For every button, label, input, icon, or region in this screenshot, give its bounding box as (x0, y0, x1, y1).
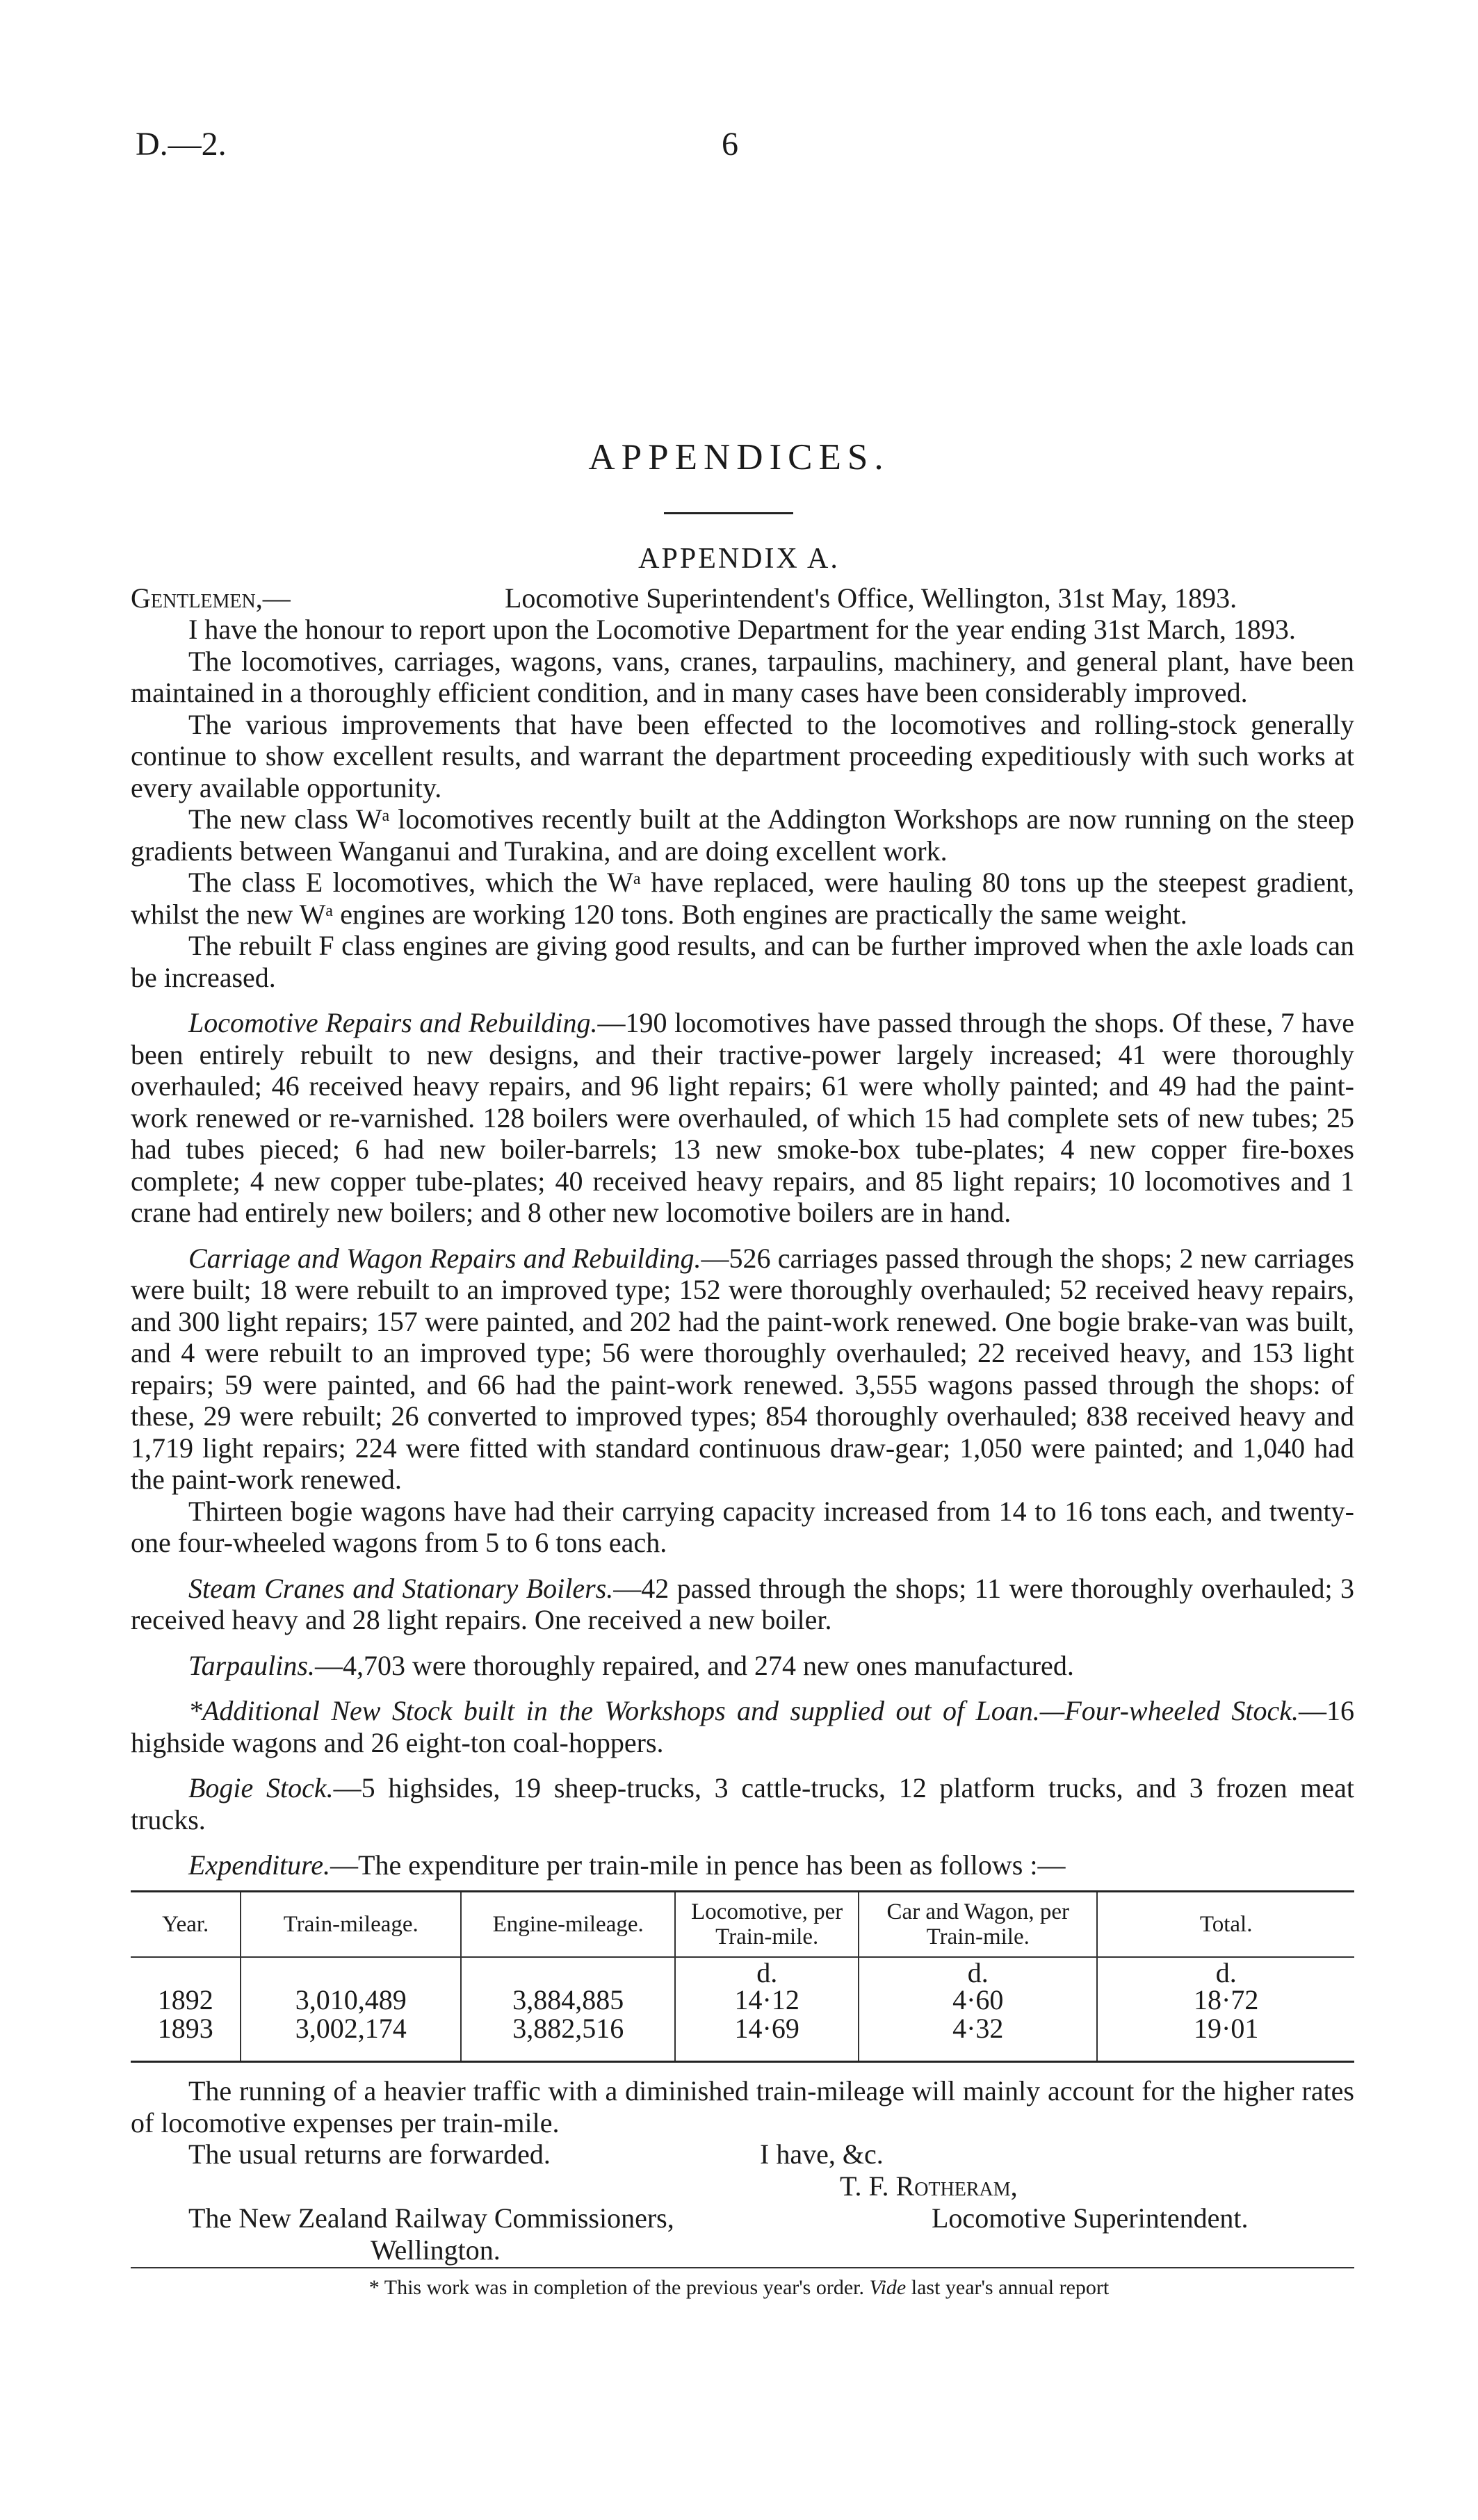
section-text: —16 highside wagons and 26 eight-ton coal-hoppers. (131, 1695, 1354, 1758)
page-number: 6 (722, 126, 738, 163)
bogie-wagons-paragraph: Thirteen bogie wagons have had their carrying capacity increased from 14 to 16 tons each, and twenty-one four-wheeled wagons from 5 to 6 tons each. (131, 1495, 1354, 1558)
section-heading: Expenditure. (188, 1849, 331, 1881)
table-row (131, 2014, 1354, 2062)
footnote-divider (131, 2267, 1354, 2268)
unit-cell (241, 1957, 461, 1986)
bogie-stock-paragraph (131, 1772, 1354, 1835)
section-text: —4,703 were thoroughly repaired, and 274 new ones manufactured. (314, 1649, 1074, 1681)
section-heading: Carriage and Wagon Repairs and Rebuilding. (188, 1242, 701, 1274)
expenditure-table (131, 1890, 1354, 2063)
paragraph: The new class Wᵃ locomotives recently built at the Addington Workshops are now running on the steep gradients between Wanganui and Turakina, and are doing excellent work. (131, 803, 1354, 867)
column-header: Car and Wagon, per Train-mile. (859, 1892, 1097, 1958)
train-mileage-cell: 3,002,174 (241, 2014, 461, 2062)
unit-cell: d. (675, 1957, 859, 1986)
paragraph: The various improvements that have been effected to the locomotives and rolling-stock generally continue to show excellent results, and warrant the department proceeding expeditiously with such works at every available opportunity. (131, 708, 1354, 803)
train-mileage-cell: 3,010,489 (241, 1986, 461, 2014)
section-text: —The expenditure per train-mile in pence has been as follows :— (330, 1849, 1066, 1881)
letter-body (131, 614, 1354, 1881)
locomotive-cost-cell: 14·69 (675, 2014, 859, 2062)
signer-name: T. F. Rotheram, (840, 2170, 1018, 2202)
unit-cell (461, 1957, 675, 1986)
paragraph: The rebuilt F class engines are giving good results, and can be further improved when the axle loads can be increased. (131, 930, 1354, 993)
footnote-vide: Vide (869, 2276, 907, 2299)
expenditure-paragraph (131, 1849, 1354, 1881)
car-wagon-cost-cell: 4·32 (859, 2014, 1097, 2062)
steam-cranes-paragraph (131, 1573, 1354, 1636)
total-cell: 19·01 (1097, 2014, 1354, 2062)
addressee-place: Wellington. (371, 2234, 501, 2266)
new-stock-paragraph (131, 1695, 1354, 1758)
office-dateline: Locomotive Superintendent's Office, Wellington, 31st May, 1893. (505, 582, 1237, 614)
closing-paragraph: The running of a heavier traffic with a diminished train-mileage will mainly account for the higher rates of locomotive expenses per train-mile. (131, 2075, 1354, 2138)
valediction: I have, &c. (760, 2138, 884, 2170)
section-heading: Locomotive Repairs and Rebuilding. (188, 1007, 598, 1038)
section-text: —42 passed through the shops; 11 were thoroughly overhauled; 3 received heavy and 28 light repairs. One received a new boiler. (131, 1572, 1354, 1635)
signer-row (131, 2170, 1354, 2202)
section-text: —5 highsides, 19 sheep-trucks, 3 cattle-trucks, 12 platform trucks, and 3 frozen meat trucks. (131, 1772, 1355, 1835)
section-heading: *Additional New Stock built in the Workshops and supplied out of Loan.—Four-wheeled Stock. (188, 1695, 1299, 1726)
tarpaulins-paragraph (131, 1650, 1354, 1682)
signer-title: Locomotive Superintendent. (932, 2202, 1249, 2234)
locomotive-repairs-paragraph (131, 1007, 1354, 1229)
closing-section (131, 2075, 1354, 2266)
addressee-place-row (131, 2234, 1354, 2266)
addressee-row (131, 2202, 1354, 2234)
signoff-row (131, 2138, 1354, 2170)
footnote (0, 2276, 1478, 2300)
section-heading: Bogie Stock. (188, 1772, 334, 1803)
units-row (131, 1957, 1354, 1986)
document-reference: D.—2. (136, 126, 227, 163)
footnote-text-end: last year's annual report (911, 2276, 1110, 2299)
section-heading: Tarpaulins. (188, 1649, 315, 1681)
title-divider (664, 512, 793, 514)
column-header: Locomotive, per Train-mile. (675, 1892, 859, 1958)
section-text: —526 carriages passed through the shops; 2 new carriages were built; 18 were rebuilt to an improved type; 152 were thoroughly overhauled; 52 received heavy repairs, and 300 light repairs; 157 were painted, and 202 had the paint-work renewed. One bogie brake-van was built, and 4 were rebuilt to an improved type; 56 were thoroughly overhauled; 22 received heavy, and 153 light repairs; 59 were painted, and 66 had the paint-work renewed. 3,555 wagons passed through the shops: of these, 29 were rebuilt; 26 converted to improved types; 854 thoroughly overhauled; 838 received heavy and 1,719 light repairs; 224 were fitted with standard continuous draw-gear; 1,050 were painted; and 1,040 had the paint-work renewed. (131, 1242, 1355, 1495)
column-header: Engine-mileage. (461, 1892, 675, 1958)
unit-cell (131, 1957, 241, 1986)
greeting: Gentlemen,— (131, 582, 291, 614)
addressee: The New Zealand Railway Commissioners, (188, 2202, 674, 2234)
appendix-heading: APPENDIX A. (638, 543, 840, 575)
engine-mileage-cell: 3,882,516 (461, 2014, 675, 2062)
column-header: Year. (162, 1912, 209, 1937)
paragraph: The locomotives, carriages, wagons, vans, cranes, tarpaulins, machinery, and general plant, have been maintained in a thoroughly efficient condition, and in many cases have been considerably improved. (131, 645, 1354, 708)
unit-cell: d. (1097, 1957, 1354, 1986)
expenditure-table-container (131, 1890, 1354, 2063)
locomotive-cost-cell: 14·12 (675, 1986, 859, 2014)
carriage-repairs-paragraph (131, 1243, 1354, 1496)
page-title: APPENDICES. (588, 437, 890, 477)
paragraph: The class E locomotives, which the Wᵃ have replaced, were hauling 80 tons up the steepest gradient, whilst the new Wᵃ engines are working 120 tons. Both engines are practically the same weight. (131, 867, 1354, 930)
car-wagon-cost-cell: 4·60 (859, 1986, 1097, 2014)
table-row (131, 1986, 1354, 2014)
table-header-row (131, 1892, 1354, 1958)
total-cell: 18·72 (1097, 1986, 1354, 2014)
unit-cell: d. (859, 1957, 1097, 1986)
year-cell: 1893 (157, 2013, 213, 2044)
year-cell: 1892 (157, 1984, 213, 2015)
section-heading: Steam Cranes and Stationary Boilers. (188, 1572, 614, 1604)
engine-mileage-cell: 3,884,885 (461, 1986, 675, 2014)
paragraph: I have the honour to report upon the Locomotive Department for the year ending 31st March, 1893. (188, 614, 1296, 645)
returns-note: The usual returns are forwarded. (188, 2138, 551, 2170)
column-header: Total. (1097, 1892, 1354, 1958)
footnote-text: * This work was in completion of the previous year's order. (368, 2276, 864, 2299)
column-header: Train-mileage. (241, 1892, 461, 1958)
section-text: —190 locomotives have passed through the shops. Of these, 7 have been entirely rebuilt to new designs, and their tractive-power largely increased; 41 were thoroughly overhauled; 46 received heavy repairs, and 96 light repairs; 61 were wholly painted; and 49 had the paint-work renewed or re-varnished. 128 boilers were overhauled, of which 15 had complete sets of new tubes; 25 had tubes pieced; 6 had new boiler-barrels; 13 new smoke-box tube-plates; 4 new copper fire-boxes complete; 4 new copper tube-plates; 40 received heavy repairs, and 85 light repairs; 10 locomotives and 1 crane had entirely new boilers; and 8 other new locomotive boilers are in hand. (131, 1007, 1354, 1228)
